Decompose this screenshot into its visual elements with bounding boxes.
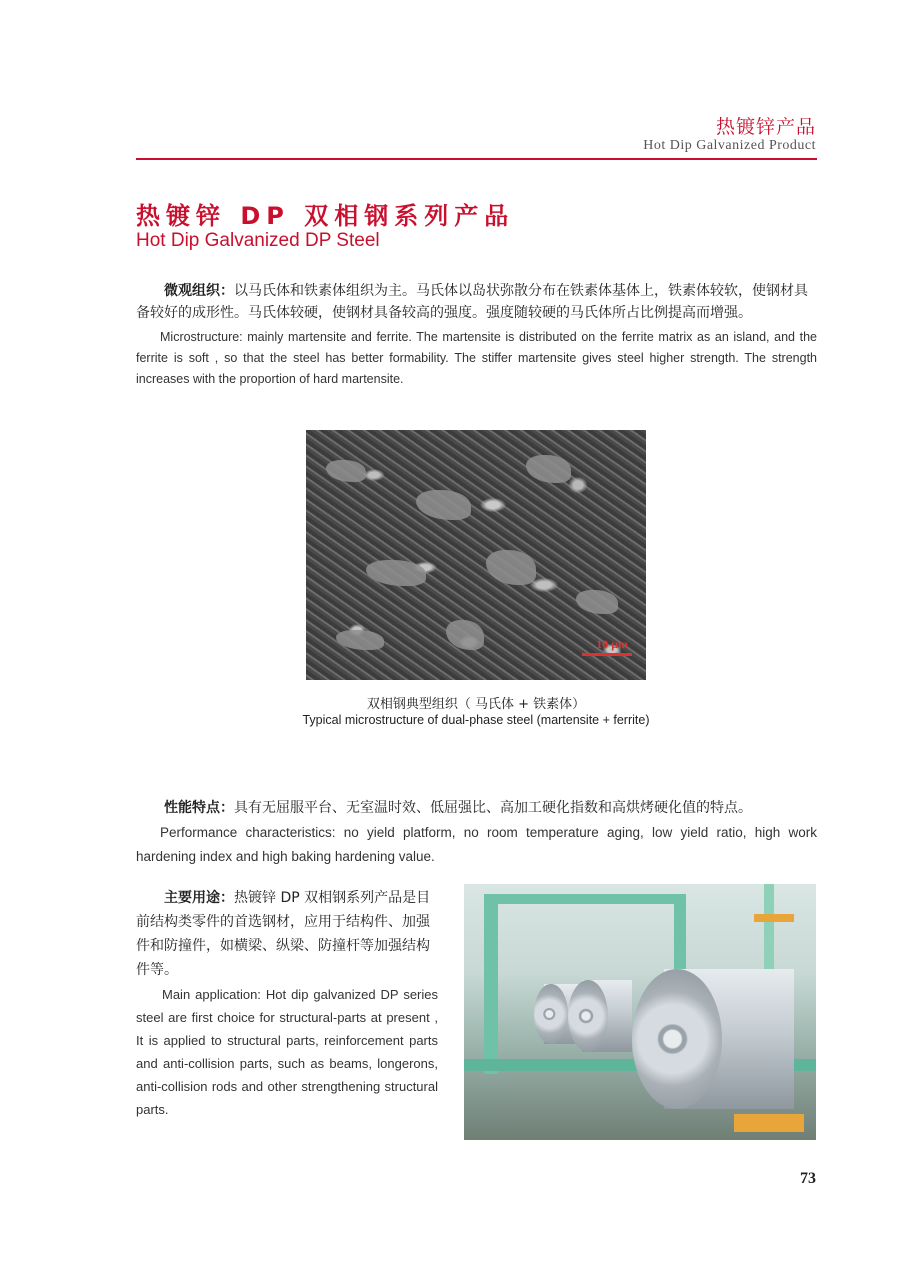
microstructure-paragraph-en: Microstructure: mainly martensite and ferrite. The martensite is distributed on the ferrite matrix as an island, and the ferrite is soft , so that the steel has better formability. The stiffer martensite gives steel higher strength. The strength increases with the proportion of hard martensite. [136, 330, 817, 386]
header-rule [136, 158, 817, 160]
microstructure-lead: 微观组织： [164, 283, 234, 299]
microstructure-body-cn: 以马氏体和铁素体组织为主。马氏体以岛状弥散分布在铁素体基体上，铁素体较软，使钢材具备较好的成形性。马氏体较硬，使钢材具备较高的强度。强度随较硬的马氏体所占比例提高而增强。 [136, 283, 808, 321]
performance-lead: 性能特点： [164, 800, 234, 816]
microstructure-image [306, 430, 646, 680]
performance-paragraph-en: Performance characteristics: no yield platform, no room temperature aging, low yield ratio, high work hardening index and high baking hardening value. [136, 825, 817, 864]
section-title-en: Hot Dip Galvanized Product [643, 138, 816, 153]
performance-paragraph-cn [136, 797, 817, 819]
section-title-cn: 热镀锌产品 [715, 116, 816, 138]
page-title-cn: 热镀锌 DP 双相钢系列产品 [136, 202, 515, 230]
application-paragraph-cn [136, 886, 442, 982]
scale-bar [582, 653, 632, 656]
scale-label: 10 μm [596, 637, 628, 651]
page-number: 73 [800, 1170, 816, 1187]
application-body-cn: 热镀锌 DP 双相钢系列产品是目前结构类零件的首选钢材，应用于结构件、加强件和防撞件，如横梁、纵梁、防撞杆等加强结构件等。 [136, 890, 431, 978]
page-title-en: Hot Dip Galvanized DP Steel [136, 230, 380, 251]
figure-caption-cn: 双相钢典型组织（ 马氏体 + 铁素体） [366, 697, 586, 712]
figure-caption-en: Typical microstructure of dual-phase steel (martensite + ferrite) [302, 713, 650, 727]
steel-coil-plant-photo [464, 884, 816, 1140]
microstructure-paragraph-cn [136, 280, 817, 324]
performance-body-cn: 具有无屈服平台、无室温时效、低屈强比、高加工硬化指数和高烘烤硬化值的特点。 [234, 800, 752, 816]
application-lead: 主要用途： [164, 890, 234, 906]
application-paragraph-en: Main application: Hot dip galvanized DP series steel are first choice for structural-parts at present , It is applied to structural parts, reinforcement parts and anti-collision parts, such as beams, longerons, anti-collision rods and other strengthening structural parts. [136, 987, 438, 1117]
